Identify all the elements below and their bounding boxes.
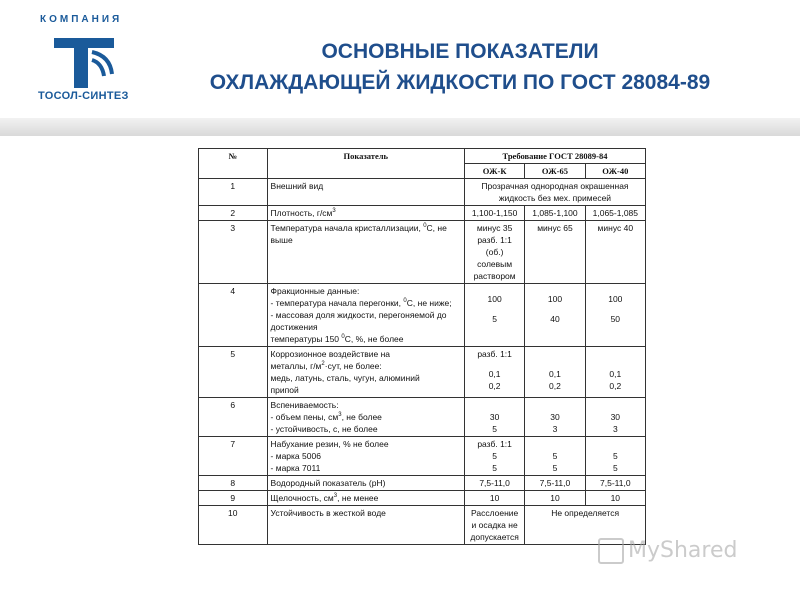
header-col-k: ОЖ-К: [464, 164, 524, 179]
row-value-40: 7,5-11,0: [585, 476, 645, 491]
row-indicator: Температура начала кристаллизации, $^0$С, не выше: [267, 221, 464, 284]
row-num: 3: [199, 221, 268, 284]
table-row: [199, 506, 646, 545]
table-row: [199, 476, 646, 491]
row-value-k: минус 35 разб. 1:1 (об.) солевым раствором: [464, 221, 524, 284]
row-value-65: 10: [525, 491, 585, 506]
table-row: [199, 284, 646, 347]
row-value-65: 5 5: [525, 437, 585, 476]
gost-table: [198, 148, 646, 545]
row-indicator: Внешний вид: [267, 179, 464, 206]
row-indicator: Устойчивость в жесткой воде: [267, 506, 464, 545]
row-value-40: 30 3: [585, 398, 645, 437]
company-logo: [36, 14, 132, 109]
table-row: [199, 179, 646, 206]
table-row: [199, 206, 646, 221]
row-num: 5: [199, 347, 268, 398]
row-value-65: минус 65: [525, 221, 585, 284]
header-row: [199, 149, 646, 164]
row-num: 1: [199, 179, 268, 206]
watermark-text: MyShared: [628, 538, 738, 563]
row-num: 9: [199, 491, 268, 506]
watermark: [598, 538, 737, 564]
table-row: [199, 398, 646, 437]
title-line-1: ОСНОВНЫЕ ПОКАЗАТЕЛИ: [321, 40, 599, 63]
row-value-40: 100 50: [585, 284, 645, 347]
row-num: 4: [199, 284, 268, 347]
table-row: [199, 347, 646, 398]
row-value-65: 30 3: [525, 398, 585, 437]
row-value-40: 0,1 0,2: [585, 347, 645, 398]
row-value-40: 5 5: [585, 437, 645, 476]
row-num: 2: [199, 206, 268, 221]
row-num: 6: [199, 398, 268, 437]
logo-company-name: ТОСОЛ-СИНТЕЗ: [38, 90, 129, 102]
row-value-k: 30 5: [464, 398, 524, 437]
row-num: 8: [199, 476, 268, 491]
row-value-40: 1,065-1,085: [585, 206, 645, 221]
watermark-cart-icon: [598, 538, 624, 564]
row-indicator: Коррозионное воздействие на металлы, $г/м^2\cdot сут$, не более: медь, латунь, сталь, чугун, алюминий припой: [267, 347, 464, 398]
row-value-40: минус 40: [585, 221, 645, 284]
row-num: 10: [199, 506, 268, 545]
row-value-65: 7,5-11,0: [525, 476, 585, 491]
row-value-65: 1,085-1,100: [525, 206, 585, 221]
table-row: [199, 491, 646, 506]
row-indicator: Набухание резин, % не более - марка 5006 - марка 7011: [267, 437, 464, 476]
row-value-k: 1,100-1,150: [464, 206, 524, 221]
row-value-k: Расслоение и осадка не допускается: [464, 506, 524, 545]
row-value-k: 10: [464, 491, 524, 506]
row-num: 7: [199, 437, 268, 476]
logo-t-mark-icon: [54, 38, 114, 88]
row-value-65: 0,1 0,2: [525, 347, 585, 398]
row-value-rest: Не определяется: [525, 506, 646, 545]
row-value-40: 10: [585, 491, 645, 506]
header-num: №: [199, 149, 268, 179]
header-indicator: Показатель: [267, 149, 464, 179]
row-merged-value: Прозрачная однородная окрашенная жидкость без мех. примесей: [464, 179, 645, 206]
header-col-65: ОЖ-65: [525, 164, 585, 179]
title-line-2: ОХЛАЖДАЮЩЕЙ ЖИДКОСТИ ПО ГОСТ 28084-89: [209, 71, 711, 94]
row-value-k: разб. 1:1 0,1 0,2: [464, 347, 524, 398]
page-title: [140, 36, 780, 98]
header-requirement: Требование ГОСТ 28089-84: [464, 149, 645, 164]
row-indicator: Фракционные данные: - температура начала перегонки, $^0$С, не ниже; - массовая доля жидкости, перегоняемой до достижения температуры 150 $^0$С, %, не более: [267, 284, 464, 347]
table-row: [199, 221, 646, 284]
row-indicator: Водородный показатель (pH): [267, 476, 464, 491]
header-divider: [0, 118, 800, 136]
row-indicator: Плотность, $г/см^3$: [267, 206, 464, 221]
row-value-k: 7,5-11,0: [464, 476, 524, 491]
row-value-k: разб. 1:1 5 5: [464, 437, 524, 476]
header-col-40: ОЖ-40: [585, 164, 645, 179]
row-value-k: 100 5: [464, 284, 524, 347]
logo-company-label: КОМПАНИЯ: [40, 14, 123, 25]
row-indicator: Щелочность, $см^3$, не менее: [267, 491, 464, 506]
row-indicator: Вспениваемость: - объем пены, $см^3$, не более - устойчивость, с, не более: [267, 398, 464, 437]
row-value-65: 100 40: [525, 284, 585, 347]
table-row: [199, 437, 646, 476]
